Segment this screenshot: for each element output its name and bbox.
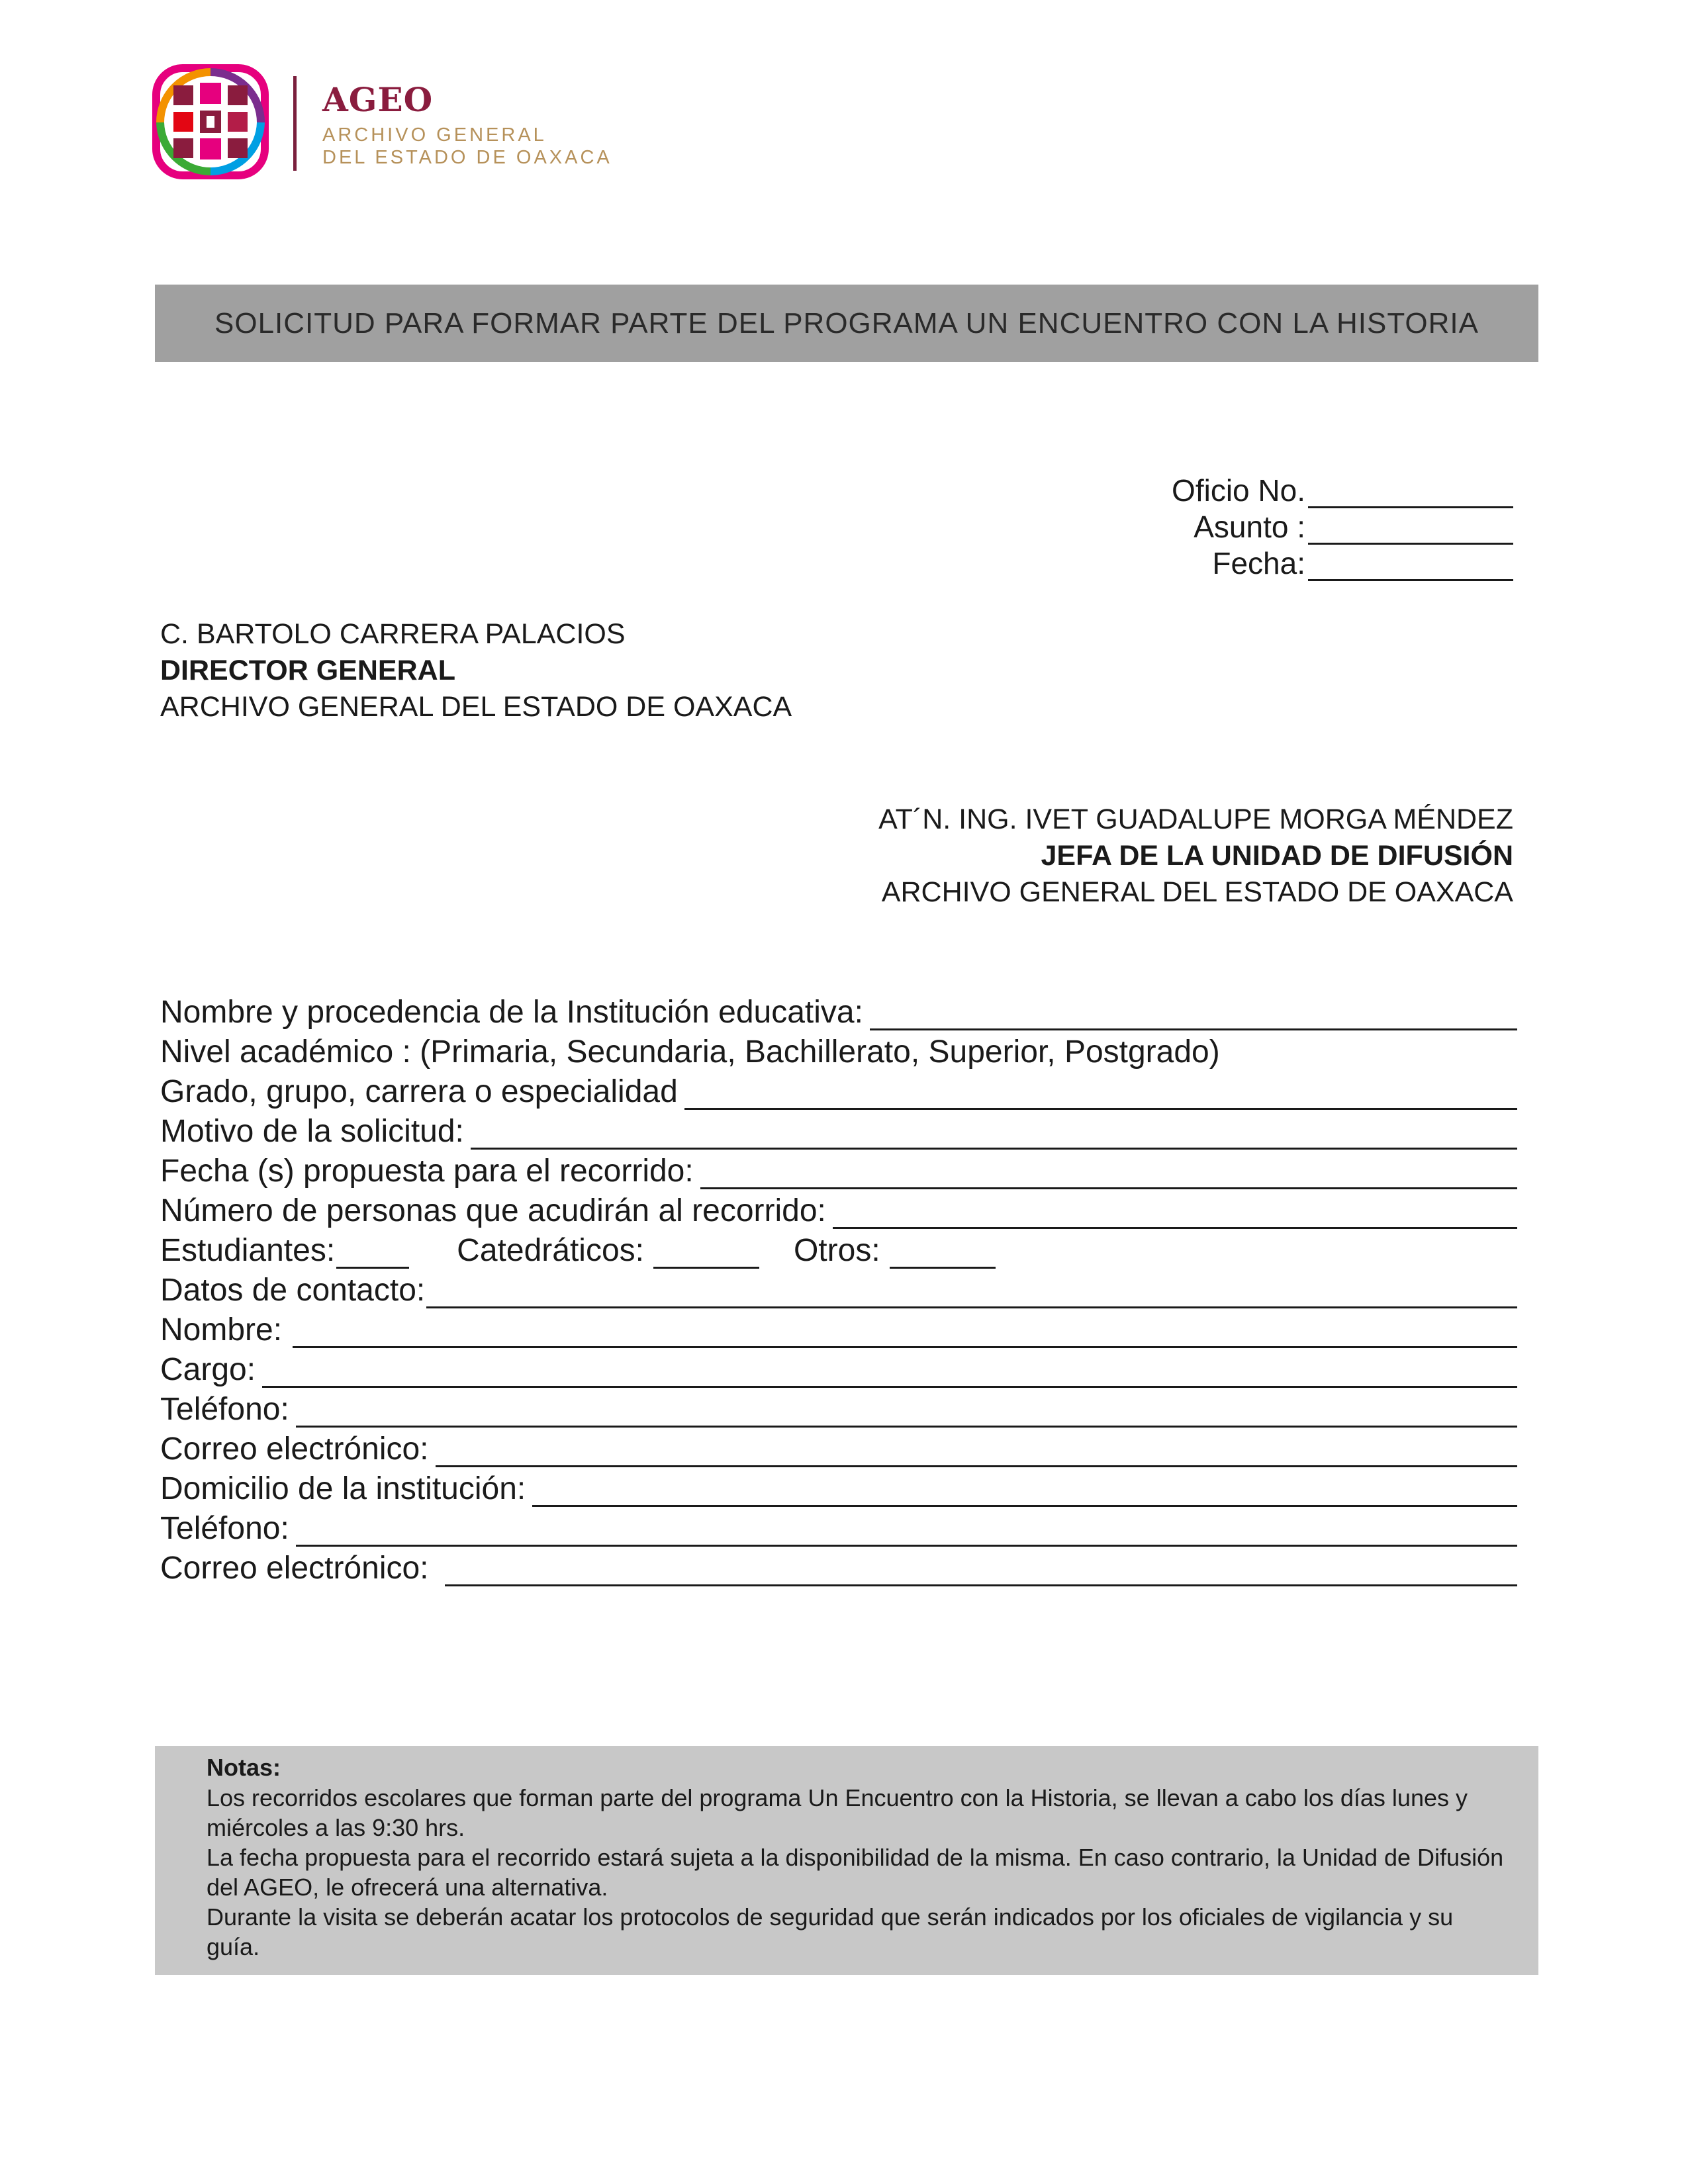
correo-row: [160, 1428, 1517, 1467]
oficio-label: Oficio No.: [1172, 473, 1305, 508]
correo-label: Correo electrónico:: [160, 1432, 429, 1467]
attention-title: JEFA DE LA UNIDAD DE DIFUSIÓN: [1041, 840, 1513, 872]
brand-subtitle-line2: DEL ESTADO DE OAXACA: [322, 147, 612, 168]
fecha-row: [1212, 544, 1513, 581]
institucion-field[interactable]: [870, 999, 1517, 1030]
fecha-field[interactable]: [1308, 553, 1513, 581]
grado-label: Grado, grupo, carrera o especialidad: [160, 1074, 678, 1109]
correo2-field[interactable]: [445, 1555, 1517, 1586]
attention-org: ARCHIVO GENERAL DEL ESTADO DE OAXACA: [881, 876, 1513, 908]
estudiantes-field[interactable]: [336, 1238, 409, 1269]
correo-field[interactable]: [436, 1436, 1517, 1467]
numero-personas-row: [160, 1189, 1517, 1229]
telefono-field[interactable]: [296, 1396, 1517, 1428]
nivel-label: Nivel académico : (Primaria, Secundaria, Bachillerato, Superior, Postgrado): [160, 1034, 1220, 1069]
note-item: Los recorridos escolares que forman parte del programa Un Encuentro con la Historia, se llevan a cabo los días lunes y miércoles a las 9:30 hrs.: [207, 1784, 1468, 1841]
fecha-propuesta-label: Fecha (s) propuesta para el recorrido:: [160, 1154, 694, 1189]
nombre-field[interactable]: [293, 1317, 1517, 1348]
domicilio-label: Domicilio de la institución:: [160, 1471, 526, 1506]
motivo-field[interactable]: [471, 1118, 1517, 1150]
asistentes-row: [160, 1229, 1517, 1269]
domicilio-field[interactable]: [532, 1476, 1517, 1507]
numero-personas-field[interactable]: [833, 1198, 1517, 1229]
cargo-label: Cargo:: [160, 1352, 256, 1387]
otros-label: Otros:: [793, 1233, 880, 1268]
estudiantes-label: Estudiantes:: [160, 1233, 336, 1268]
correo2-row: [160, 1547, 1517, 1586]
nombre-label: Nombre:: [160, 1312, 283, 1347]
brand-name: AGEO: [322, 80, 434, 119]
addressee-title: DIRECTOR GENERAL: [160, 655, 455, 686]
motivo-label: Motivo de la solicitud:: [160, 1114, 464, 1149]
title-bar: [155, 285, 1538, 362]
addressee-name: C. BARTOLO CARRERA PALACIOS: [160, 618, 626, 650]
datos-contacto-row: [160, 1269, 1517, 1308]
note-item: La fecha propuesta para el recorrido estará sujeta a la disponibilidad de la misma. En caso contrario, la Unidad de Difusión del AGEO, le ofrecerá una alternativa.: [207, 1844, 1504, 1901]
logo-divider: [293, 76, 297, 171]
institucion-row: [160, 991, 1517, 1030]
institucion-label: Nombre y procedencia de la Institución educativa:: [160, 995, 863, 1030]
note-item: Durante la visita se deberán acatar los protocolos de seguridad que serán indicados por los oficiales de vigilancia y su guía.: [207, 1903, 1454, 1960]
notes-title: Notas:: [207, 1754, 281, 1781]
brand-subtitle-line1: ARCHIVO GENERAL: [322, 124, 547, 146]
oficio-row: [1172, 471, 1513, 508]
motivo-row: [160, 1110, 1517, 1150]
catedraticos-label: Catedráticos:: [457, 1233, 644, 1268]
grado-field[interactable]: [684, 1079, 1517, 1110]
datos-contacto-label: Datos de contacto:: [160, 1273, 426, 1308]
fecha-propuesta-row: [160, 1150, 1517, 1189]
otros-field[interactable]: [890, 1238, 996, 1269]
cargo-field[interactable]: [262, 1357, 1517, 1388]
correo2-label: Correo electrónico:: [160, 1551, 429, 1586]
telefono-label: Teléfono:: [160, 1392, 289, 1427]
catedraticos-field[interactable]: [653, 1238, 759, 1269]
asunto-field[interactable]: [1308, 516, 1513, 545]
oficio-field[interactable]: [1308, 480, 1513, 508]
notes-box: [155, 1746, 1538, 1975]
grado-row: [160, 1070, 1517, 1110]
telefono-row: [160, 1388, 1517, 1428]
fecha-label: Fecha:: [1212, 546, 1305, 580]
telefono2-field[interactable]: [296, 1516, 1517, 1547]
telefono2-row: [160, 1507, 1517, 1547]
numero-personas-label: Número de personas que acudirán al recorrido:: [160, 1193, 826, 1228]
asunto-row: [1194, 508, 1513, 545]
attention-name: AT´N. ING. IVET GUADALUPE MORGA MÉNDEZ: [878, 803, 1513, 835]
ageo-logo: [151, 63, 270, 181]
addressee-org: ARCHIVO GENERAL DEL ESTADO DE OAXACA: [160, 691, 792, 723]
asunto-label: Asunto :: [1194, 510, 1305, 544]
cargo-row: [160, 1348, 1517, 1388]
document-title: SOLICITUD PARA FORMAR PARTE DEL PROGRAMA UN ENCUENTRO CON LA HISTORIA: [214, 307, 1479, 340]
nombre-row: [160, 1308, 1517, 1348]
telefono2-label: Teléfono:: [160, 1511, 289, 1546]
domicilio-row: [160, 1467, 1517, 1507]
datos-contacto-field[interactable]: [426, 1277, 1517, 1308]
nivel-row: [160, 1030, 1517, 1070]
fecha-propuesta-field[interactable]: [700, 1158, 1517, 1189]
